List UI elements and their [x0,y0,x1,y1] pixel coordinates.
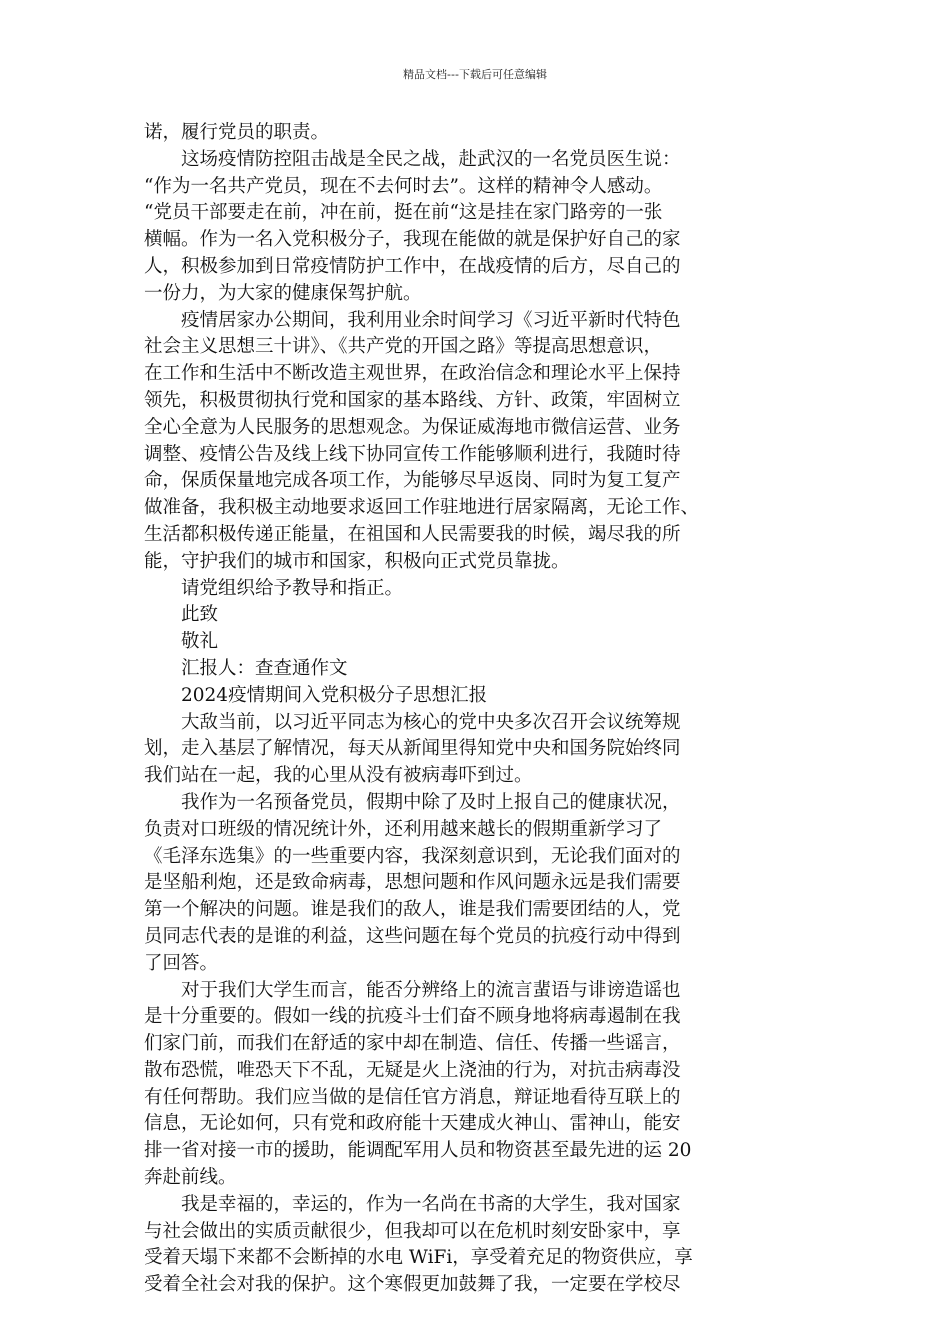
text-line: 全心全意为人民服务的思想观念。为保证威海地市微信运营、业务 [144,416,681,438]
text-line: 生活都积极传递正能量，在祖国和人民需要我的时候，竭尽我的所 [144,523,681,545]
text-line: 受着天塌下来都不会断掉的水电 WiFi，享受着充足的物资供应，享 [144,1247,693,1269]
text-line: 2024疫情期间入党积极分子思想汇报 [181,684,488,706]
text-line: 与社会做出的实质贡献很少，但我却可以在危机时刻安卧家中，享 [144,1220,681,1242]
text-line: 请党组织给予教导和指正。 [181,577,404,599]
text-line: 信息，无论如何，只有党和政府能十天建成火神山、雷神山，能安 [144,1113,681,1135]
text-line: 人，积极参加到日常疫情防护工作中，在战疫情的后方，尽自己的 [144,255,681,277]
text-line: 社会主义思想三十讲》、《共产党的开国之路》等提高思想意识， [144,336,663,358]
document-body [144,120,824,1299]
text-line: 这场疫情防控阻击战是全民之战，赴武汉的一名党员医生说： [181,148,681,170]
text-line: 一份力，为大家的健康保驾护航。 [144,282,422,304]
text-line: 是坚船利炮，还是致命病毒，思想问题和作风问题永远是我们需要 [144,872,681,894]
text-line: 员同志代表的是谁的利益，这些问题在每个党员的抗疫行动中得到 [144,925,681,947]
text-line: 做准备，我积极主动地要求返回工作驻地进行居家隔离，无论工作、 [144,497,700,519]
text-line: 们家门前，而我们在舒适的家中却在制造、信任、传播一些谣言， [144,1033,681,1055]
text-line: 汇报人：查查通作文 [181,657,348,679]
text-line: 负责对口班级的情况统计外，还利用越来越长的假期重新学习了 [144,818,663,840]
text-line: 在工作和生活中不断改造主观世界，在政治信念和理论水平上保持 [144,363,681,385]
text-line: 排一省对接一市的援助，能调配军用人员和物资甚至最先进的运 20 [144,1140,692,1162]
text-line: 调整、疫情公告及线上线下协同宣传工作能够顺利进行，我随时待 [144,443,681,465]
text-line: 划，走入基层了解情况，每天从新闻里得知党中央和国务院始终同 [144,738,681,760]
text-line: “作为一名共产党员，现在不去何时去”。这样的精神令人感动。 [144,175,663,197]
text-line: 领先，积极贯彻执行党和国家的基本路线、方针、政策，牢固树立 [144,389,681,411]
text-line: 对于我们大学生而言，能否分辨络上的流言蜚语与诽谤造谣也 [181,979,681,1001]
text-line: 受着全社会对我的保护。这个寒假更加鼓舞了我，一定要在学校尽 [144,1274,681,1296]
text-line: 横幅。作为一名入党积极分子，我现在能做的就是保护好自己的家 [144,229,681,251]
text-line: “党员干部要走在前，冲在前，挺在前“这是挂在家门路旁的一张 [144,202,663,224]
text-line: 了回答。 [144,952,219,974]
text-line: 此致 [181,604,219,626]
text-line: 奔赴前线。 [144,1167,237,1189]
text-line: 我们站在一起，我的心里从没有被病毒吓到过。 [144,765,533,787]
text-line: 命，保质保量地完成各项工作，为能够尽早返岗、同时为复工复产 [144,470,681,492]
text-line: 疫情居家办公期间，我利用业余时间学习《习近平新时代特色 [181,309,681,331]
text-line: 散布恐慌，唯恐天下不乱，无疑是火上浇油的行为，对抗击病毒没 [144,1059,681,1081]
text-line: 有任何帮助。我们应当做的是信任官方消息，辩证地看待互联上的 [144,1086,681,1108]
text-line: 诺，履行党员的职责。 [144,122,330,143]
text-line: 敬礼 [181,631,219,653]
text-line: 《毛泽东选集》的一些重要内容，我深刻意识到，无论我们面对的 [144,845,681,867]
page-header: 精品文档---下载后可任意编辑 [403,68,547,81]
text-line: 第一个解决的问题。谁是我们的敌人，谁是我们需要团结的人，党 [144,899,681,921]
text-line: 能，守护我们的城市和国家，积极向正式党员靠拢。 [144,550,570,572]
text-line: 大敌当前，以习近平同志为核心的党中央多次召开会议统筹规 [181,711,681,733]
text-line: 我作为一名预备党员，假期中除了及时上报自己的健康状况， [181,791,681,813]
text-line: 是十分重要的。假如一线的抗疫斗士们奋不顾身地将病毒遏制在我 [144,1006,681,1028]
text-line: 我是幸福的，幸运的，作为一名尚在书斋的大学生，我对国家 [181,1193,681,1215]
